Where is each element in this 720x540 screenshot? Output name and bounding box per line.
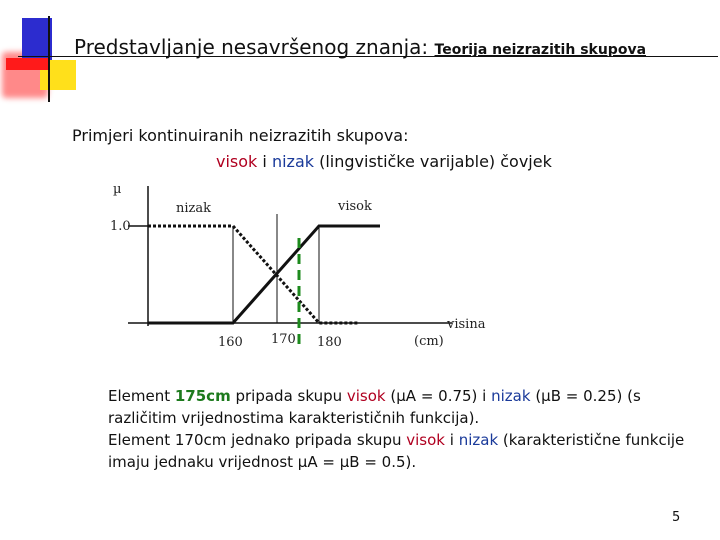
p2-visok: visok [406,431,445,449]
explanation-paragraph-2 [108,429,698,473]
p2-text-c: (karakteristične funkcije imaju jednaku vrijednost µA = µB = 0.5). [108,431,685,471]
y-tick-label: 1.0 [110,219,131,234]
x-tick-160: 160 [218,335,243,350]
intro-rest: (lingvističke varijable) čovjek [319,152,552,171]
p2-text-a: Element 170cm jednako pripada skupu [108,431,407,449]
page-number: 5 [672,510,681,525]
p2-text-b: i [444,431,459,449]
p2-nizak: nizak [458,431,499,449]
p1-visok: visok [346,387,386,405]
x-tick-180: 180 [317,335,342,350]
p1-text-b: pripada skupu [230,387,347,405]
label-visok: visok [338,199,372,214]
mu-label: µ [113,182,122,197]
intro-line-1: Primjeri kontinuiranih neizrazitih skupova: [72,126,409,145]
p1-value: 175cm [174,387,231,405]
explanation-paragraph-1 [108,385,698,429]
intro-visok: visok [216,152,258,171]
title-main: Predstavljanje nesavršenog znanja: [74,35,429,59]
p1-nizak: nizak [491,387,531,405]
p1-text-a: Element [108,387,175,405]
label-nizak: nizak [176,201,212,216]
nizak-curve [148,226,358,323]
p1-text-d: (µB = 0.25) (s različitim vrijednostima karakterističnih funkcija). [108,387,641,427]
title-subtitle: Teorija neizrazitih skupova [434,42,647,58]
x-tick-170: 170 [271,332,296,347]
p1-text-c: (µA = 0.75) i [385,387,492,405]
x-axis-unit: (cm) [414,334,444,349]
visok-curve [148,226,380,323]
x-axis-label: visina [447,317,486,332]
explanation-text [108,385,698,473]
intro-nizak: nizak [271,152,315,171]
intro-and: i [262,152,267,171]
